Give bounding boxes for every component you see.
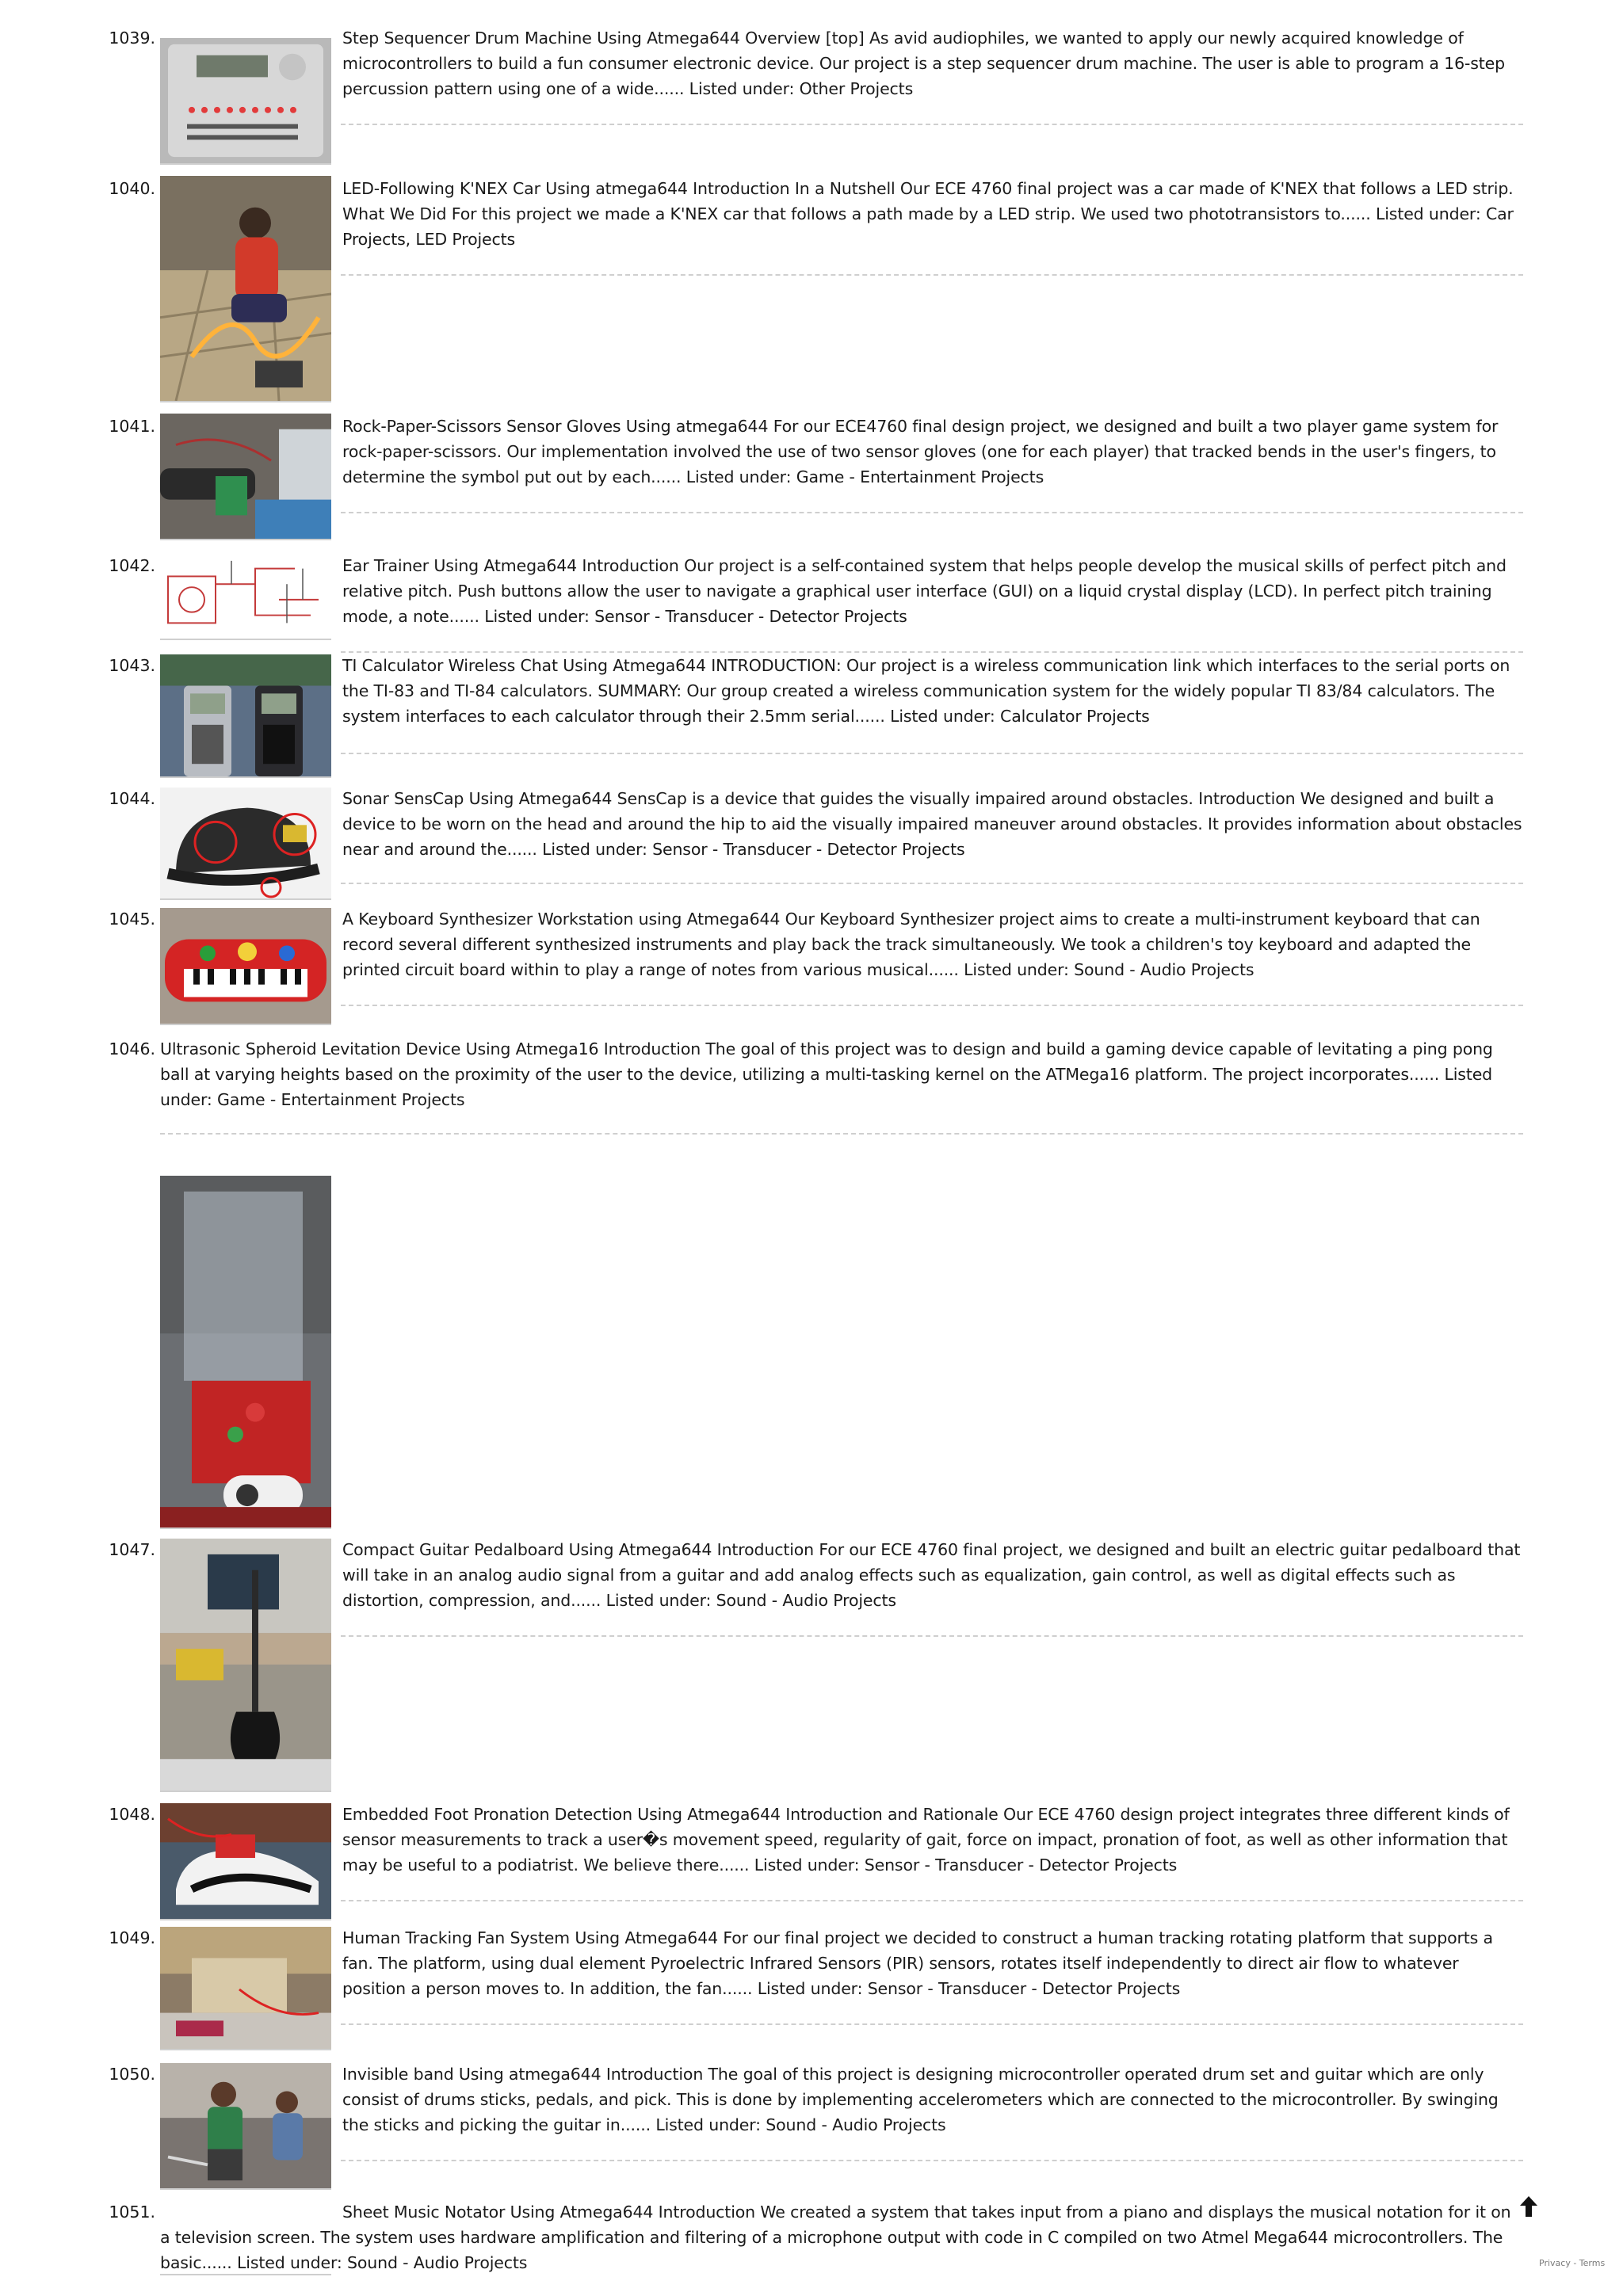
tracking-fan-photo[interactable] [160, 1927, 331, 2050]
divider [160, 2274, 331, 2275]
entry-number: 1040. [109, 179, 155, 198]
entry-number: 1048. [109, 1805, 155, 1824]
privacy-link[interactable]: Privacy [1539, 2258, 1571, 2268]
entry-description[interactable]: Compact Guitar Pedalboard Using Atmega644 Introduction For our ECE 4760 final project, we designed and built an electric guitar pedalboard that will take in an analog audio signal from a guitar and add analog effects such as equalization, gain control, as well as digital effects such as distortion, compression, and...... Listed under: Sound - Audio Projects [342, 1540, 1521, 1610]
divider [341, 1005, 1523, 1006]
entry-description[interactable]: Step Sequencer Drum Machine Using Atmega644 Overview [top] As avid audiophiles, we wanted to apply our newly acquired knowledge of microcontrollers to build a fun consumer electronic device. Our project is a step sequencer drum machine. The user is able to program a 16-step percussion pattern using one of a wide...... Listed under: Other Projects [342, 29, 1505, 98]
entry-description[interactable]: A Keyboard Synthesizer Workstation using Atmega644 Our Keyboard Synthesizer project aims to create a multi-instrument keyboard that can record several different synthesized instruments and play back the track simultaneously. We took a children's toy keyboard and adapted the printed circuit board within to play a range of notes from various musical...... Listed under: Sound - Audio Projects [342, 910, 1480, 979]
back-to-top-button[interactable] [1517, 2193, 1541, 2220]
divider [341, 1900, 1523, 1901]
drum-machine-photo[interactable] [160, 38, 331, 165]
entry-description[interactable]: TI Calculator Wireless Chat Using Atmega644 INTRODUCTION: Our project is a wireless communication link which interfaces to the serial ports on the TI-83 and TI-84 calculators. SUMMARY: Our group created a wireless communication system for the widely popular TI 83/84 calculators. The system interfaces to each calculator through their 2.5mm serial...... Listed under: Calculator Projects [342, 656, 1510, 726]
entry-number: 1041. [109, 417, 155, 436]
divider [160, 1133, 1523, 1135]
sensor-glove-photo[interactable] [160, 414, 331, 540]
entry-number: 1050. [109, 2065, 155, 2084]
entry-number: 1046. [109, 1039, 155, 1058]
entry-number: 1051. [109, 2203, 155, 2222]
circuit-schematic[interactable] [160, 553, 331, 640]
entry-description[interactable]: LED-Following K'NEX Car Using atmega644 Introduction In a Nutshell Our ECE 4760 final project was a car made of K'NEX that follows a LED strip. What We Did For this project we made a K'NEX car that follows a path made by a LED strip. We used two phototransistors to...... Listed under: Car Projects, LED Projects [342, 179, 1514, 249]
divider [341, 124, 1523, 125]
recaptcha-links [1539, 2258, 1605, 2269]
divider [341, 274, 1523, 276]
entry-description[interactable]: Ultrasonic Spheroid Levitation Device Using Atmega16 Introduction The goal of this project was to design and build a gaming device capable of levitating a ping pong ball at varying heights based on the proximity of the user to the device, utilizing a multi-tasking kernel on the ATMega16 platform. The project incorporates...... Listed under: Game - Entertainment Projects [160, 1039, 1493, 1109]
entry-description[interactable]: Human Tracking Fan System Using Atmega644 For our final project we decided to construct a human tracking rotating platform that supports a fan. The platform, using dual element Pyroelectric Infrared Sensors (PIR) sensors, rotates itself independently to direct air flow to whatever position a person moves to. In addition, the fan...... Listed under: Sensor - Transducer - Detector Projects [342, 1928, 1493, 1998]
divider [341, 2023, 1523, 2025]
entry-number: 1042. [109, 556, 155, 575]
levitation-device-photo[interactable] [160, 1176, 331, 1529]
invisible-band-photo[interactable] [160, 2063, 331, 2190]
sonar-cap-photo[interactable] [160, 788, 331, 900]
divider [341, 512, 1523, 513]
entry-description[interactable]: Invisible band Using atmega644 Introduction The goal of this project is designing microcontroller operated drum set and guitar which are only consist of drums sticks, pedals, and pick. This is done by implementing accelerometers which are connected to the microcontroller. By swinging the sticks and picking the guitar in...... Listed under: Sound - Audio Projects [342, 2065, 1499, 2134]
sneaker-sensor-photo[interactable] [160, 1803, 331, 1920]
entry-number: 1044. [109, 789, 155, 808]
separator: - [1570, 2258, 1579, 2268]
divider [341, 883, 1523, 884]
entry-number: 1039. [109, 29, 155, 48]
entry-description[interactable]: Embedded Foot Pronation Detection Using Atmega644 Introduction and Rationale Our ECE 4760 design project integrates three different kinds of sensor measurements to track a user�s movement speed, regularity of gait, force on impact, pronation of foot, as well as other information that may be useful to a podiatrist. We believe there...... Listed under: Sensor - Transducer - Detector Projects [342, 1805, 1510, 1875]
entry-number: 1047. [109, 1540, 155, 1559]
entry-description[interactable]: Sheet Music Notator Using Atmega644 Introduction We created a system that takes input from a piano and displays the musical notation for it on a television screen. The system uses hardware amplification and filtering of a microphone output with code in C compiled on two Atmel Mega644 microcontrollers. The basic...... Listed under: Sound - Audio Projects [160, 2203, 1511, 2272]
guitar-photo[interactable] [160, 1539, 331, 1792]
entry-description[interactable]: Sonar SensCap Using Atmega644 SensCap is a device that guides the visually impaired around obstacles. Introduction We designed and built a device to be worn on the head and around the hip to aid the visually impaired maneuver around obstacles. It provides information about obstacles near and around the...... Listed under: Sensor - Transducer - Detector Projects [342, 789, 1522, 859]
divider [341, 1635, 1523, 1637]
entry-description[interactable]: Ear Trainer Using Atmega644 Introduction Our project is a self-contained system that helps people develop the musical skills of perfect pitch and relative pitch. Push buttons allow the user to navigate a graphical user interface (GUI) on a liquid crystal display (LCD). In perfect pitch training mode, a note...... Listed under: Sensor - Transducer - Detector Projects [342, 556, 1507, 626]
entry-description[interactable]: Rock-Paper-Scissors Sensor Gloves Using atmega644 For our ECE4760 final design project, we designed and built a two player game system for rock-paper-scissors. Our implementation involved the use of two sensor gloves (one for each player) that tracked bends in the user's fingers, to determine the symbol put out by each...... Listed under: Game - Entertainment Projects [342, 417, 1499, 486]
divider [341, 753, 1523, 754]
entry-number: 1049. [109, 1928, 155, 1947]
toy-keyboard-photo[interactable] [160, 908, 331, 1025]
knex-car-photo[interactable] [160, 176, 331, 402]
arrow-up-icon [1520, 2196, 1537, 2217]
calculators-photo[interactable] [160, 654, 331, 778]
terms-link[interactable]: Terms [1579, 2258, 1606, 2268]
divider [341, 2160, 1523, 2161]
entry-number: 1045. [109, 910, 155, 929]
entry-number: 1043. [109, 656, 155, 675]
